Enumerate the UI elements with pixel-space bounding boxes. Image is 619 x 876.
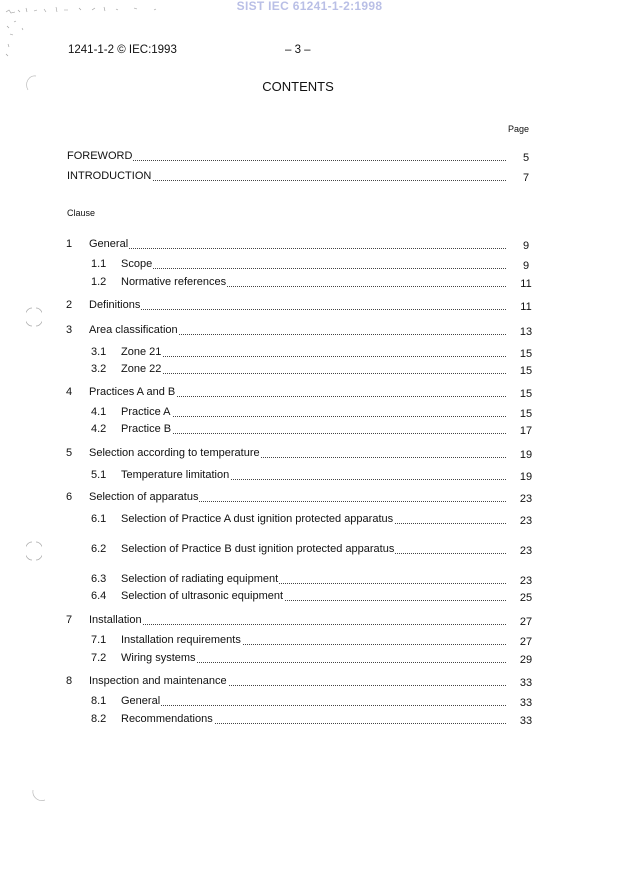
leader-dots xyxy=(121,433,506,434)
toc-entry-title: Selection of Practice A dust ignition protected apparatus xyxy=(121,513,394,525)
toc-entry-page: 23 xyxy=(519,545,533,557)
toc-entry-page: 19 xyxy=(519,449,533,461)
toc-entry-4-2[interactable] xyxy=(0,423,619,439)
page-number: – 3 – xyxy=(285,44,311,56)
toc-entry-number: 6 xyxy=(66,491,73,503)
toc-entry-title: Selection of apparatus xyxy=(89,491,199,503)
toc-entry-number: 1 xyxy=(66,238,73,250)
toc-entry-title: Selection of Practice B dust ignition protected apparatus xyxy=(121,543,395,555)
margin-mark xyxy=(26,306,42,328)
toc-entry-page: 15 xyxy=(519,408,533,420)
toc-entry-page: 5 xyxy=(522,152,530,164)
toc-entry-title: FOREWORD xyxy=(67,150,133,162)
margin-mark xyxy=(30,784,48,804)
toc-entry-title: INTRODUCTION xyxy=(67,170,152,182)
toc-entry-6-2[interactable] xyxy=(0,543,619,559)
toc-entry-title: Definitions xyxy=(89,299,141,311)
leader-dots xyxy=(89,624,506,625)
toc-entry-6-4[interactable] xyxy=(0,590,619,606)
toc-entry-3-2[interactable] xyxy=(0,363,619,379)
page-title: CONTENTS xyxy=(262,79,334,94)
leader-dots xyxy=(130,160,506,161)
leader-dots xyxy=(148,180,506,181)
toc-entry-1-1[interactable] xyxy=(0,258,619,274)
toc-entry-title: Selection of radiating equipment xyxy=(121,573,279,585)
toc-entry-page: 29 xyxy=(519,654,533,666)
toc-entry-page: 15 xyxy=(519,365,533,377)
toc-entry-page: 11 xyxy=(520,301,532,313)
toc-entry-foreword[interactable] xyxy=(0,150,619,166)
toc-entry-6-3[interactable] xyxy=(0,573,619,589)
toc-entry-page: 23 xyxy=(519,575,533,587)
toc-entry-title: Practice B xyxy=(121,423,172,435)
toc-entry-page: 19 xyxy=(519,471,533,483)
toc-entry-7-2[interactable] xyxy=(0,652,619,668)
toc-entry-title: Temperature limitation xyxy=(121,469,230,481)
toc-entry-page: 15 xyxy=(519,388,533,400)
toc-entry-introduction[interactable] xyxy=(0,170,619,186)
toc-entry-title: Normative references xyxy=(121,276,227,288)
toc-entry-title: Practices A and B xyxy=(89,386,176,398)
toc-entry-2[interactable] xyxy=(0,299,619,315)
page-column-label: Page xyxy=(508,124,530,134)
toc-entry-number: 7.2 xyxy=(91,652,107,664)
toc-entry-title: Installation requirements xyxy=(121,634,241,646)
toc-entry-number: 6.2 xyxy=(91,543,107,555)
toc-entry-page: 11 xyxy=(520,278,532,290)
toc-entry-page: 15 xyxy=(519,348,533,360)
toc-entry-page: 7 xyxy=(522,172,530,184)
leader-dots xyxy=(121,356,506,357)
toc-entry-number: 3.1 xyxy=(91,346,107,358)
toc-entry-number: 8.1 xyxy=(91,695,107,707)
toc-entry-number: 5.1 xyxy=(91,469,107,481)
toc-entry-3-1[interactable] xyxy=(0,346,619,362)
margin-mark xyxy=(26,540,42,562)
toc-entry-page: 9 xyxy=(522,240,530,252)
toc-entry-page: 13 xyxy=(519,326,533,338)
toc-entry-7[interactable] xyxy=(0,614,619,630)
margin-mark xyxy=(24,74,40,94)
toc-entry-number: 3 xyxy=(66,324,73,336)
toc-entry-title: Scope xyxy=(121,258,153,270)
toc-entry-title: General xyxy=(121,695,161,707)
toc-entry-4[interactable] xyxy=(0,386,619,402)
document-reference: 1241-1-2 © IEC:1993 xyxy=(68,44,177,56)
toc-entry-number: 4.2 xyxy=(91,423,107,435)
toc-entry-7-1[interactable] xyxy=(0,634,619,650)
toc-entry-number: 6.1 xyxy=(91,513,107,525)
toc-entry-number: 7.1 xyxy=(91,634,107,646)
toc-entry-6[interactable] xyxy=(0,491,619,507)
toc-entry-1[interactable] xyxy=(0,238,619,254)
toc-entry-6-1[interactable] xyxy=(0,513,619,529)
toc-entry-number: 1.1 xyxy=(91,258,107,270)
toc-entry-number: 6.3 xyxy=(91,573,107,585)
toc-entry-title: Wiring systems xyxy=(121,652,196,664)
leader-dots xyxy=(121,373,506,374)
toc-entry-3[interactable] xyxy=(0,324,619,340)
toc-entry-page: 27 xyxy=(519,636,533,648)
watermark: SIST IEC 61241-1-2:1998 xyxy=(236,0,383,13)
toc-entry-page: 23 xyxy=(519,515,533,527)
toc-entry-5-1[interactable] xyxy=(0,469,619,485)
toc-entry-title: Selection according to temperature xyxy=(89,447,260,459)
toc-entry-title: Selection of ultrasonic equipment xyxy=(121,590,284,602)
toc-entry-title: Zone 21 xyxy=(121,346,162,358)
toc-entry-title: Area classification xyxy=(89,324,178,336)
toc-entry-4-1[interactable] xyxy=(0,406,619,422)
toc-entry-8[interactable] xyxy=(0,675,619,691)
toc-entry-5[interactable] xyxy=(0,447,619,463)
toc-entry-number: 8 xyxy=(66,675,73,687)
toc-entry-number: 3.2 xyxy=(91,363,107,375)
toc-entry-page: 27 xyxy=(519,616,533,628)
toc-entry-page: 17 xyxy=(519,425,533,437)
toc-entry-page: 9 xyxy=(522,260,530,272)
toc-entry-page: 33 xyxy=(519,677,533,689)
toc-entry-page: 33 xyxy=(519,715,533,727)
leader-dots xyxy=(89,309,506,310)
clause-column-label: Clause xyxy=(67,208,96,218)
leader-dots xyxy=(121,705,506,706)
toc-entry-title: General xyxy=(89,238,129,250)
leader-dots xyxy=(121,416,506,417)
toc-entry-page: 33 xyxy=(519,697,533,709)
leader-dots xyxy=(89,248,506,249)
toc-entry-number: 7 xyxy=(66,614,73,626)
toc-entry-number: 2 xyxy=(66,299,73,311)
toc-entry-page: 25 xyxy=(519,592,533,604)
toc-entry-title: Installation xyxy=(89,614,142,626)
toc-entry-number: 4.1 xyxy=(91,406,107,418)
toc-entry-number: 4 xyxy=(66,386,73,398)
toc-entry-number: 6.4 xyxy=(91,590,107,602)
toc-entry-title: Practice A xyxy=(121,406,171,418)
toc-entry-number: 8.2 xyxy=(91,713,107,725)
toc-entry-number: 1.2 xyxy=(91,276,107,288)
toc-entry-number: 5 xyxy=(66,447,73,459)
toc-entry-8-2[interactable] xyxy=(0,713,619,729)
leader-dots xyxy=(121,268,506,269)
toc-entry-title: Zone 22 xyxy=(121,363,162,375)
toc-entry-8-1[interactable] xyxy=(0,695,619,711)
toc-entry-1-2[interactable] xyxy=(0,276,619,292)
toc-entry-title: Inspection and maintenance xyxy=(89,675,227,687)
toc-entry-title: Recommendations xyxy=(121,713,213,725)
toc-entry-page: 23 xyxy=(519,493,533,505)
